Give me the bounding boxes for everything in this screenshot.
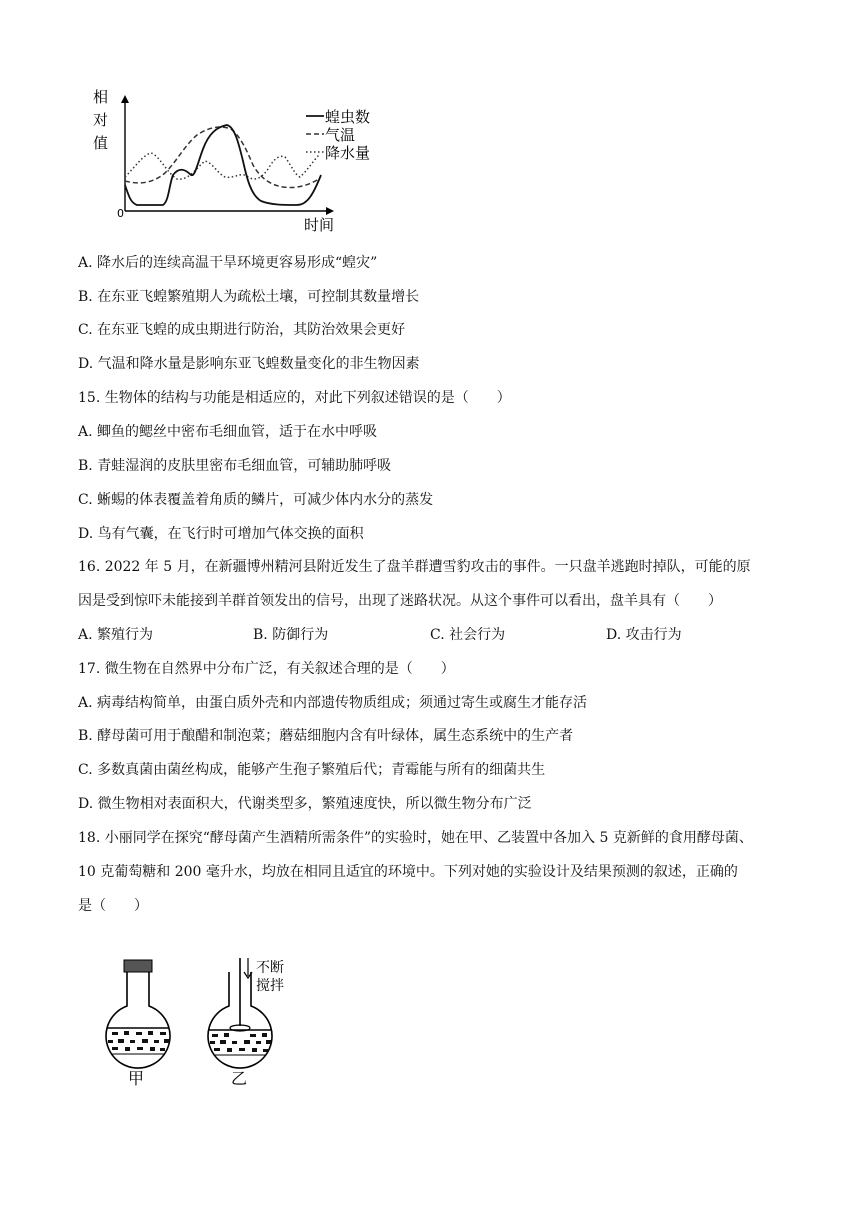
q14-option-b: B. 在东亚飞蝗繁殖期人为疏松土壤，可控制其数量增长	[78, 289, 420, 305]
stopper	[124, 960, 152, 972]
q17-option-c: C. 多数真菌由菌丝构成，能够产生孢子繁殖后代；青霉能与所有的细菌共生	[78, 762, 546, 778]
q16-stem-line2: 因是受到惊吓未能接到羊群首领发出的信号，出现了迷路状况。从这个事件可以看出，盘羊具有（ ）	[78, 593, 722, 609]
label-yi: 乙	[231, 1069, 248, 1088]
legend-label-precipitation: 降水量	[325, 144, 371, 162]
q15-option-a: A. 鲫鱼的鳃丝中密布毛细血管，适于在水中呼吸	[78, 424, 378, 440]
label-jia: 甲	[128, 1069, 145, 1088]
series-temperature	[125, 127, 319, 188]
flask-yi	[206, 958, 284, 1088]
q15-option-d: D. 鸟有气囊，在飞行时可增加气体交换的面积	[78, 526, 364, 542]
q16-option-c: C. 社会行为	[430, 627, 506, 643]
yeast-flasks-figure	[100, 952, 320, 1092]
q14-option-d: D. 气温和降水量是影响东亚飞蝗数量变化的非生物因素	[78, 356, 420, 372]
q16-option-a: A. 繁殖行为	[78, 627, 154, 643]
q15-option-b: B. 青蛙湿润的皮肤里密布毛细血管，可辅助肺呼吸	[78, 458, 392, 474]
chart-origin: 0	[117, 207, 124, 220]
series-locust	[125, 125, 321, 205]
chart-ylabel-1: 相	[93, 88, 109, 106]
q18-stem-line2: 10 克葡萄糖和 200 毫升水，均放在相同且适宜的环境中。下列对她的实验设计及结果预测的叙述，正确的	[78, 864, 738, 880]
q17-option-a: A. 病毒结构简单，由蛋白质外壳和内部遗传物质组成；须通过寄生或腐生才能存活	[78, 695, 588, 711]
q14-option-a: A. 降水后的连续高温干旱环境更容易形成“蝗灾”	[78, 255, 378, 271]
series-precipitation	[125, 153, 319, 179]
chart-ylabel-3: 值	[93, 134, 109, 152]
q17-option-d: D. 微生物相对表面积大，代谢类型多，繁殖速度快，所以微生物分布广泛	[78, 796, 532, 812]
q17-option-b: B. 酵母菌可用于酿醋和制泡菜；蘑菇细胞内含有叶绿体，属生态系统中的生产者	[78, 728, 574, 744]
q16-option-b: B. 防御行为	[253, 627, 329, 643]
q18-stem-line3: 是（ ）	[78, 898, 148, 914]
chart-ylabel-2: 对	[93, 111, 109, 129]
q15-option-c: C. 蜥蜴的体表覆盖着角质的鳞片，可减少体内水分的蒸发	[78, 492, 434, 508]
q16-option-d: D. 攻击行为	[606, 627, 682, 643]
legend-label-temperature: 气温	[325, 126, 356, 144]
stir-label-2: 搅拌	[256, 978, 284, 994]
q16-stem-line1: 16. 2022 年 5 月，在新疆博州精河县附近发生了盘羊群遭雪豹攻击的事件。一只盘羊逃跑时掉队，可能的原	[78, 559, 751, 575]
stir-label-1: 不断	[256, 960, 284, 976]
chart-x-arrow	[326, 207, 334, 215]
q18-stem-line1: 18. 小丽同学在探究“酵母菌产生酒精所需条件”的实验时，她在甲、乙装置中各加入 5 克新鲜的食用酵母菌、	[78, 830, 753, 846]
chart-y-arrow	[121, 95, 129, 103]
population-chart	[85, 85, 385, 235]
q15-stem: 15. 生物体的结构与功能是相适应的，对此下列叙述错误的是（ ）	[78, 390, 511, 406]
flask-jia	[104, 960, 172, 1088]
legend-label-locust: 蝗虫数	[325, 108, 371, 126]
chart-xlabel: 时间	[304, 216, 335, 234]
q17-stem: 17. 微生物在自然界中分布广泛，有关叙述合理的是（ ）	[78, 661, 455, 677]
q14-option-c: C. 在东亚飞蝗的成虫期进行防治，其防治效果会更好	[78, 322, 406, 338]
